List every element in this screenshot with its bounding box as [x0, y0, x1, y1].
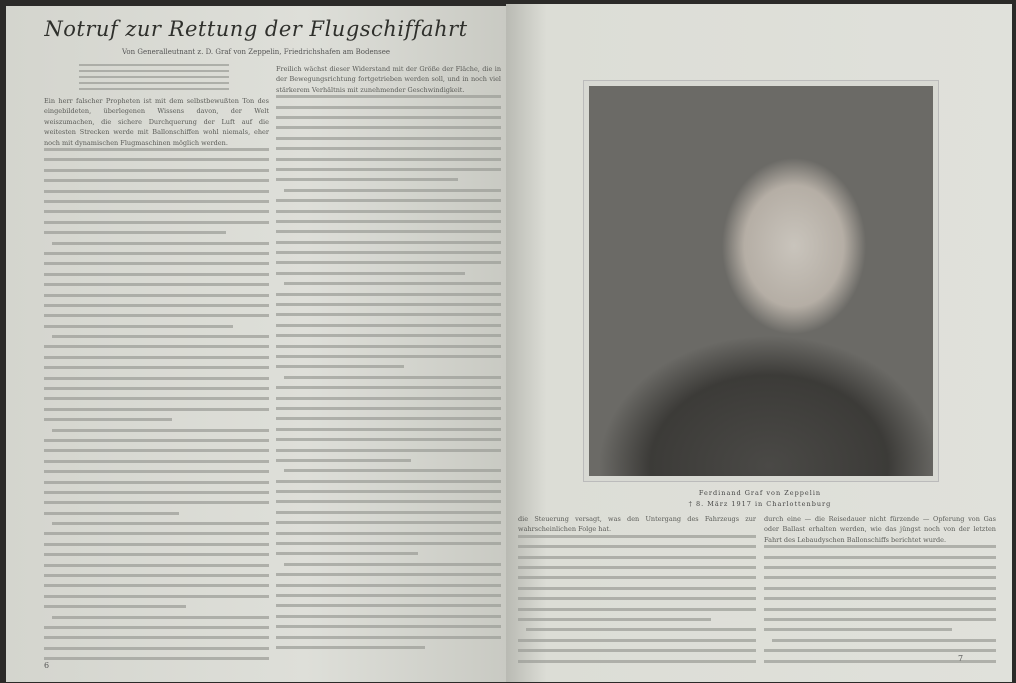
text-line	[284, 376, 501, 379]
text-line	[276, 178, 458, 181]
text-line	[44, 605, 186, 608]
right-column-2	[764, 514, 996, 669]
text-line	[276, 532, 501, 535]
text-line	[44, 626, 269, 629]
text-line	[276, 272, 465, 275]
text-line	[276, 334, 501, 337]
text-line	[518, 535, 756, 538]
text-line	[276, 168, 501, 171]
text-line	[44, 512, 179, 515]
text-line	[44, 449, 269, 452]
text-line	[44, 231, 226, 234]
text-line	[44, 543, 269, 546]
text-line	[44, 356, 269, 359]
text-line	[44, 221, 269, 224]
text-line	[526, 628, 756, 631]
text-line	[276, 417, 501, 420]
text-line	[518, 660, 756, 663]
text-line	[52, 242, 269, 245]
text-line	[276, 407, 501, 410]
text-line	[276, 584, 501, 587]
text-line	[276, 303, 501, 306]
text-line	[764, 556, 996, 559]
text-line	[276, 552, 418, 555]
text-line	[44, 273, 269, 276]
text-line	[518, 618, 711, 621]
text-line	[44, 418, 172, 421]
column-text-lines	[518, 535, 756, 663]
text-line	[772, 639, 996, 642]
text-line	[44, 501, 269, 504]
text-line	[44, 387, 269, 390]
text-line	[52, 616, 269, 619]
text-line	[276, 137, 501, 140]
caption-date: † 8. März 1917 in Charlottenburg	[688, 500, 832, 508]
text-line	[276, 542, 501, 545]
column-text-lines	[44, 148, 269, 664]
text-line	[276, 594, 501, 597]
text-line	[764, 628, 952, 631]
text-line	[518, 576, 756, 579]
text-line	[764, 618, 996, 621]
text-line	[79, 82, 229, 84]
text-line	[764, 608, 996, 611]
text-line	[44, 283, 269, 286]
text-line	[276, 428, 501, 431]
text-line	[79, 64, 229, 66]
text-line	[518, 649, 756, 652]
text-line	[284, 563, 501, 566]
text-line	[276, 521, 501, 524]
byline: Von Generalleutnant z. D. Graf von Zeppelin, Friedrichshafen am Bodensee	[122, 48, 390, 56]
text-line	[52, 335, 269, 338]
portrait-photo	[583, 80, 939, 482]
text-line	[44, 210, 269, 213]
text-line	[276, 210, 501, 213]
text-line	[518, 597, 756, 600]
text-line	[44, 595, 269, 598]
text-line	[276, 106, 501, 109]
column-text-lines	[276, 95, 501, 649]
text-line	[276, 397, 501, 400]
column-text: die Steuerung versagt, was den Untergang des Fahrzeugs zur wahrscheinlichen Folge hat.	[518, 515, 756, 534]
text-line	[276, 490, 501, 493]
text-line	[44, 481, 269, 484]
text-line	[44, 262, 269, 265]
text-line	[276, 345, 501, 348]
text-line	[44, 460, 269, 463]
text-line	[44, 294, 269, 297]
text-line	[276, 449, 501, 452]
text-line	[52, 522, 269, 525]
text-line	[276, 636, 501, 639]
text-line	[276, 615, 501, 618]
text-line	[276, 116, 501, 119]
text-line	[518, 608, 756, 611]
text-line	[44, 491, 269, 494]
text-line	[276, 386, 501, 389]
left-column-1	[44, 64, 269, 664]
left-column-2	[276, 64, 501, 664]
text-line	[44, 397, 269, 400]
text-line	[518, 545, 756, 548]
text-line	[764, 545, 996, 548]
text-line	[44, 158, 269, 161]
text-line	[44, 574, 269, 577]
text-line	[764, 576, 996, 579]
text-line	[52, 429, 269, 432]
text-line	[276, 438, 501, 441]
text-line	[276, 355, 501, 358]
text-line	[276, 646, 425, 649]
text-line	[44, 252, 269, 255]
left-page	[6, 6, 506, 682]
text-line	[276, 95, 501, 98]
text-line	[284, 469, 501, 472]
text-line	[518, 587, 756, 590]
text-line	[44, 366, 269, 369]
text-line	[518, 639, 756, 642]
text-line	[44, 377, 269, 380]
column-text: durch eine — die Reisedauer nicht fürzende — Opferung von Gas oder Ballast erhalten werden, wie das jüngst noch von der letzten Fahrt des Lebaudyschen Ballonschiffs berichtet wurde.	[764, 515, 996, 544]
text-line	[79, 70, 229, 72]
text-line	[276, 480, 501, 483]
text-line	[44, 470, 269, 473]
text-line	[284, 282, 501, 285]
text-line	[276, 230, 501, 233]
text-line	[276, 261, 501, 264]
text-line	[79, 88, 229, 90]
text-line	[44, 179, 269, 182]
text-line	[276, 251, 501, 254]
column-text: Ein herr falscher Propheten ist mit dem selbstbewußten Ton des eingebildeten, überlegenen Wissens davon, der Welt weiszumachen, die sichere Durchquerung der Luft auf die weitesten Strecken werde mit Ballonschiffen wohl niemals, eher noch mit dynamischen Flugmaschinen möglich werden.	[44, 97, 269, 147]
text-line	[44, 169, 269, 172]
text-line	[44, 636, 269, 639]
text-line	[276, 293, 501, 296]
text-line	[44, 190, 269, 193]
text-line	[44, 304, 269, 307]
text-line	[276, 511, 501, 514]
text-line	[276, 241, 501, 244]
text-line	[44, 408, 269, 411]
text-line	[518, 566, 756, 569]
text-line	[44, 200, 269, 203]
text-line	[44, 647, 269, 650]
text-line	[276, 459, 411, 462]
right-column-1	[518, 514, 756, 669]
text-line	[44, 532, 269, 535]
page-number: 6	[44, 661, 50, 670]
text-line	[44, 314, 269, 317]
column-text: Freilich wächst dieser Widerstand mit der Größe der Fläche, die in der Bewegungsrichtung fortgetrieben werden soll, und in noch viel stärkerem Verhältnis mit zunehmender Geschwindigkeit.	[276, 65, 501, 94]
right-page	[506, 4, 1012, 682]
text-line	[44, 657, 269, 660]
text-line	[518, 556, 756, 559]
page-number: 7	[958, 654, 964, 663]
column-text-lines	[764, 545, 996, 662]
text-line	[276, 573, 501, 576]
caption-name: Ferdinand Graf von Zeppelin	[698, 489, 822, 497]
text-line	[276, 604, 501, 607]
text-line	[44, 325, 233, 328]
text-line	[764, 649, 996, 652]
text-line	[284, 189, 501, 192]
intro-note	[79, 64, 229, 90]
text-line	[276, 500, 501, 503]
text-line	[79, 76, 229, 78]
text-line	[276, 158, 501, 161]
text-line	[276, 365, 404, 368]
text-line	[764, 587, 996, 590]
text-line	[44, 564, 269, 567]
text-line	[44, 148, 269, 151]
text-line	[276, 625, 501, 628]
text-line	[44, 439, 269, 442]
text-line	[764, 566, 996, 569]
text-line	[44, 345, 269, 348]
article-title: Notruf zur Rettung der Flugschiffahrt	[44, 17, 468, 41]
text-line	[44, 553, 269, 556]
text-line	[276, 147, 501, 150]
text-line	[276, 313, 501, 316]
text-line	[276, 199, 501, 202]
text-line	[764, 597, 996, 600]
text-line	[276, 324, 501, 327]
text-line	[44, 584, 269, 587]
text-line	[276, 220, 501, 223]
text-line	[276, 126, 501, 129]
